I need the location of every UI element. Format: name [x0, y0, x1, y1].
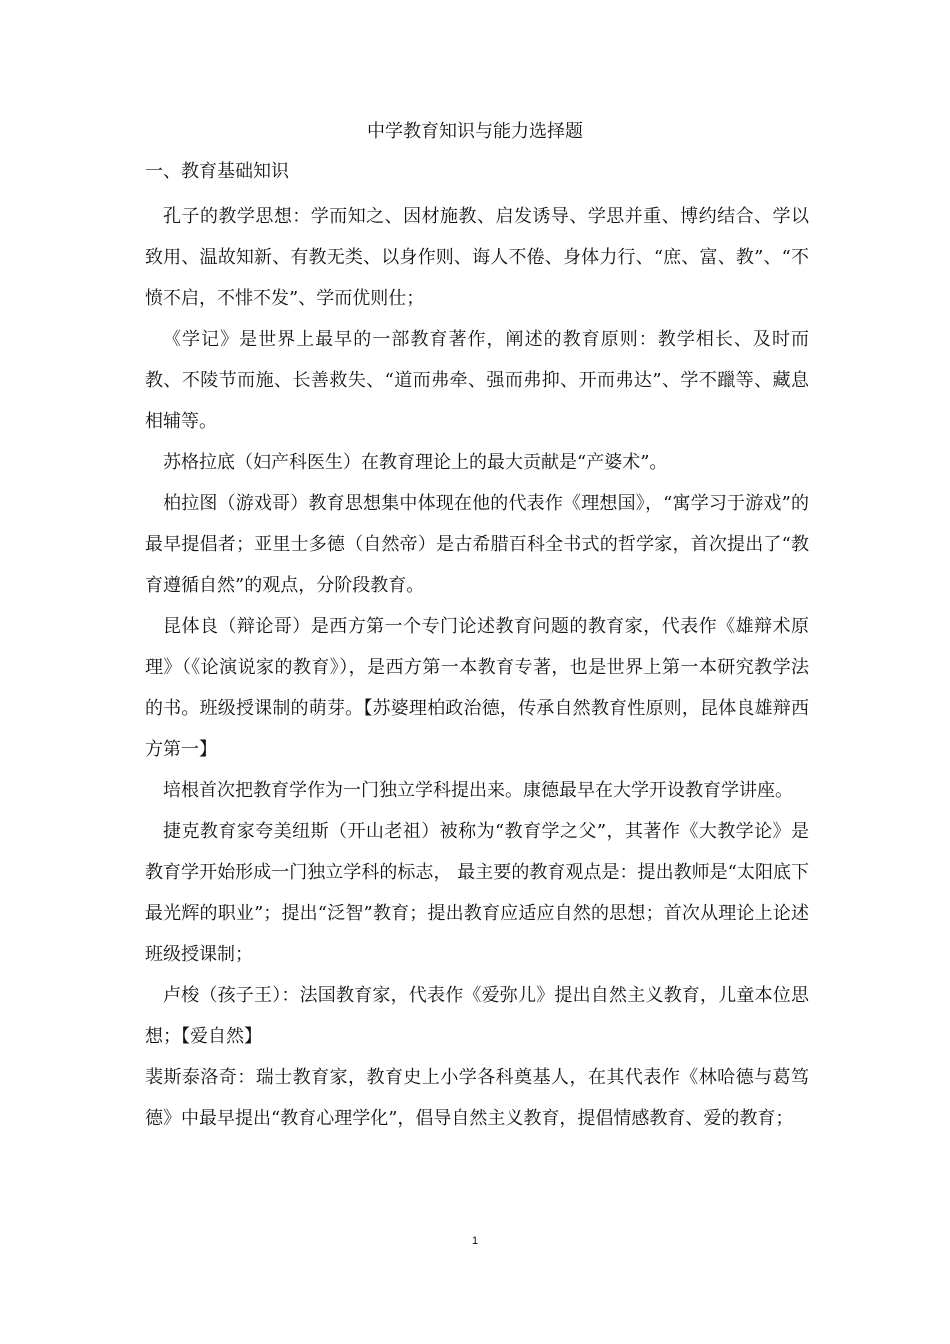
- paragraph-comenius: 捷克教育家夸美纽斯（开山老祖）被称为“教育学之父”，其著作《大教学论》是教育学开始形成一门独立学科的标志， 最主要的教育观点是：提出教师是“太阳底下最光辉的职业”；提出“泛智”教育；提出教育应适应自然的思想；首次从理论上论述班级授课制；: [145, 821, 809, 965]
- paragraph-quintilian: 昆体良（辩论哥）是西方第一个专门论述教育问题的教育家，代表作《雄辩术原理》（《论演说家的教育》），是西方第一本教育专著，也是世界上第一本研究教学法的书。班级授课制的萌芽。【苏婆理柏政治德，传承自然教育性原则，昆体良雄辩西方第一】: [145, 616, 809, 760]
- document-body: [145, 196, 809, 1139]
- section-heading: 一、教育基础知识: [145, 161, 289, 182]
- paragraph-plato-aristotle: 柏拉图（游戏哥）教育思想集中体现在他的代表作《理想国》，“寓学习于游戏”的最早提倡者；亚里士多德（自然帝）是古希腊百科全书式的哲学家，首次提出了“教育遵循自然”的观点，分阶段教育。: [145, 493, 809, 596]
- paragraph-pestalozzi: 裴斯泰洛奇：瑞士教育家，教育史上小学各科奠基人，在其代表作《林哈德与葛笃德》中最早提出“教育心理学化”，倡导自然主义教育，提倡情感教育、爱的教育；: [145, 1067, 809, 1129]
- paragraph-bacon-kant: 培根首次把教育学作为一门独立学科提出来。康德最早在大学开设教育学讲座。: [163, 780, 793, 801]
- paragraph-socrates: 苏格拉底（妇产科医生）在教育理论上的最大贡献是“产婆术”。: [163, 452, 668, 473]
- paragraph-confucius: 孔子的教学思想：学而知之、因材施教、启发诱导、学思并重、博约结合、学以致用、温故知新、有教无类、以身作则、诲人不倦、身体力行、“庶、富、教”、“不愤不启，不悱不发”、学而优则仕；: [145, 206, 809, 309]
- paragraph-rousseau: 卢梭（孩子王）：法国教育家，代表作《爱弥儿》提出自然主义教育，儿童本位思想；【爱自然】: [145, 985, 809, 1047]
- page-number: 1: [471, 1235, 479, 1247]
- document-title: 中学教育知识与能力选择题: [367, 121, 583, 142]
- paragraph-xueji: 《学记》是世界上最早的一部教育著作，阐述的教育原则：教学相长、及时而教、不陵节而施、长善救失、“道而弗牵、强而弗抑、开而弗达”、学不躐等、藏息相辅等。: [145, 329, 809, 432]
